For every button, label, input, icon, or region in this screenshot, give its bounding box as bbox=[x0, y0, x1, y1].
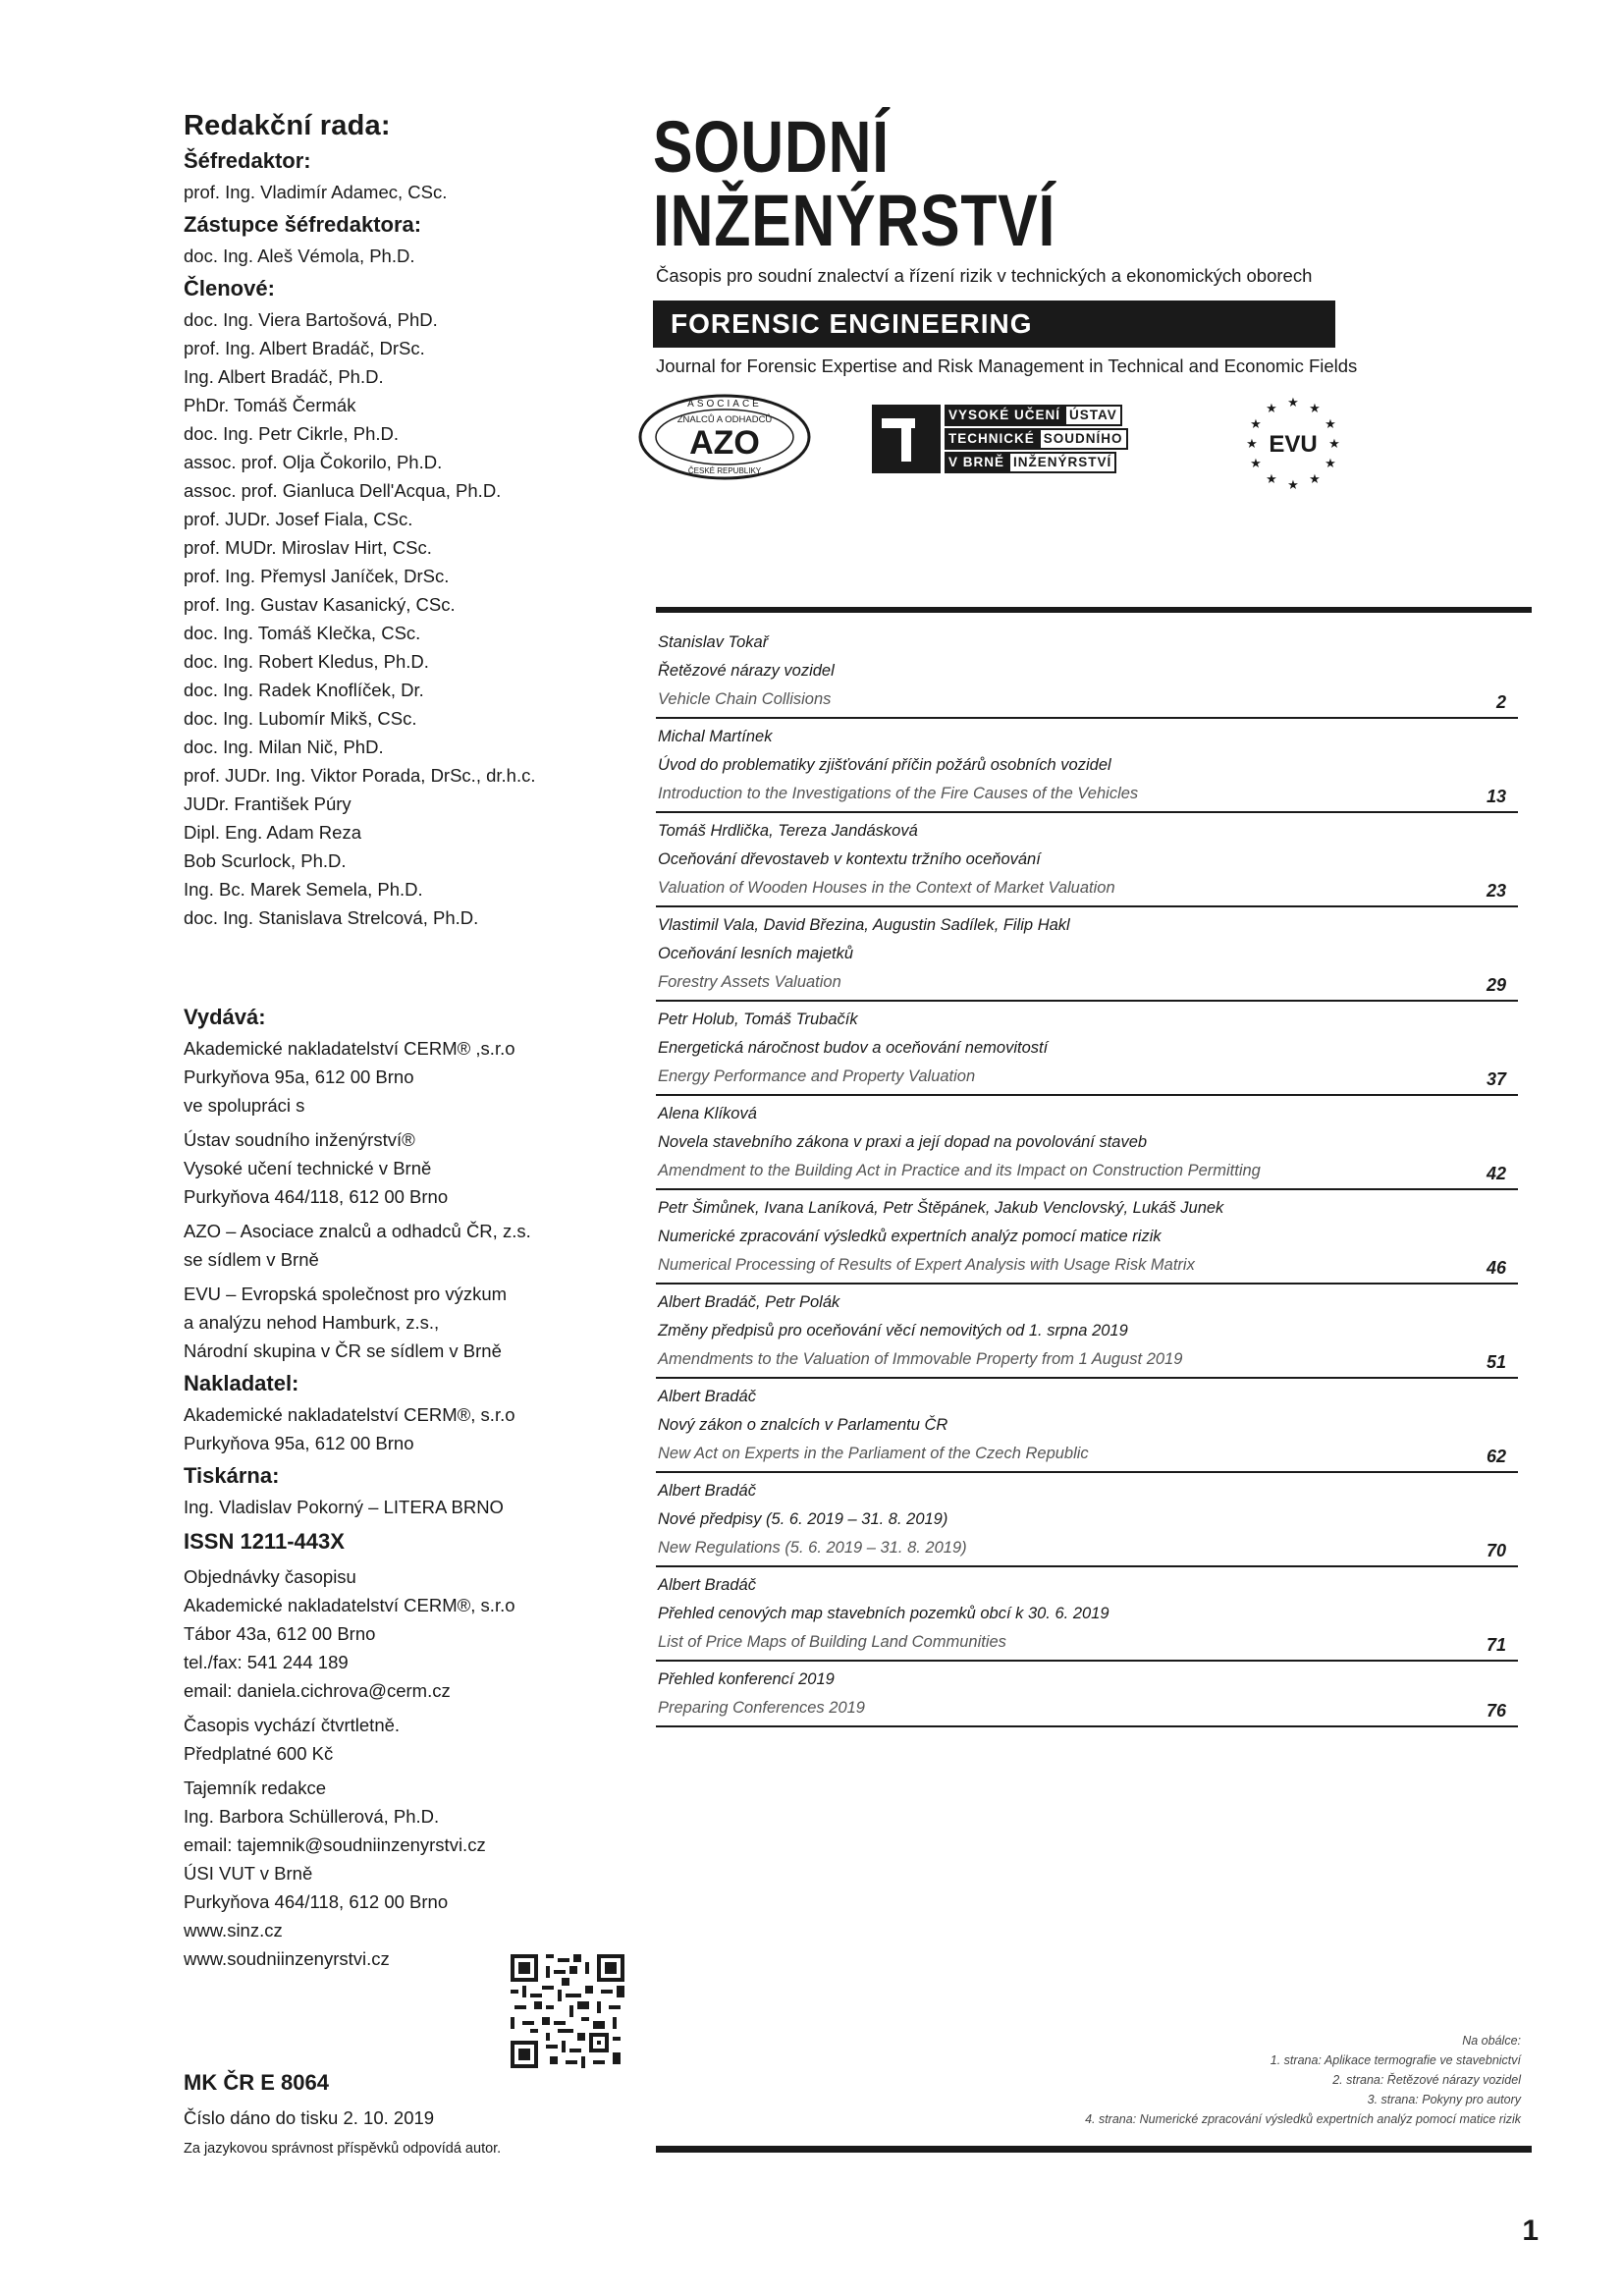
institute-block bbox=[184, 1125, 596, 1211]
azo-logo bbox=[636, 393, 813, 481]
journal-subtitle-en: Journal for Forensic Expertise and Risk Management in Technical and Economic Fields bbox=[656, 355, 1358, 376]
toc-page-number: 42 bbox=[1486, 1164, 1506, 1183]
publisher-line: ve spolupráci s bbox=[184, 1095, 305, 1116]
toc-author: Albert Bradáč, Petr Polák bbox=[658, 1293, 840, 1311]
frequency-line: Časopis vychází čtvrtletně. bbox=[184, 1715, 401, 1735]
evu-logo bbox=[1239, 393, 1347, 491]
toc-page-number: 76 bbox=[1486, 1701, 1506, 1721]
publisher-label: Vydává: bbox=[184, 1005, 266, 1029]
member-name: assoc. prof. Olja Čokorilo, Ph.D. bbox=[184, 452, 443, 472]
frequency-block bbox=[184, 1711, 596, 1768]
member-name: doc. Ing. Petr Cikrle, Ph.D. bbox=[184, 423, 400, 444]
orders-block bbox=[184, 1562, 596, 1705]
journal-subtitle-cz: Časopis pro soudní znalectví a řízení rizik v technických a ekonomických oborech bbox=[656, 265, 1313, 286]
toc-entry[interactable] bbox=[656, 813, 1518, 907]
secretary-line: ÚSI VUT v Brně bbox=[184, 1863, 313, 1884]
printer-name: Ing. Vladislav Pokorný – LITERA BRNO bbox=[184, 1497, 504, 1517]
toc-page-number: 70 bbox=[1486, 1541, 1506, 1560]
qr-code bbox=[511, 1954, 624, 2068]
toc-title-en: List of Price Maps of Building Land Communities bbox=[658, 1633, 1006, 1651]
nakladatel-line: Akademické nakladatelství CERM®, s.r.o bbox=[184, 1404, 515, 1425]
svg-text:★: ★ bbox=[1287, 396, 1299, 410]
page-number: 1 bbox=[1522, 2214, 1539, 2247]
toc-entry[interactable] bbox=[656, 1096, 1518, 1190]
issn: ISSN 1211-443X bbox=[184, 1529, 345, 1554]
toc-title-en: Energy Performance and Property Valuation bbox=[658, 1067, 976, 1085]
institute-line: Ústav soudního inženýrství® bbox=[184, 1129, 415, 1150]
vut-row bbox=[945, 452, 1141, 473]
print-date: Číslo dáno do tisku 2. 10. 2019 bbox=[184, 2107, 435, 2128]
toc-page-number: 62 bbox=[1486, 1447, 1506, 1466]
toc-entry[interactable] bbox=[656, 629, 1518, 719]
nakladatel-label: Nakladatel: bbox=[184, 1371, 299, 1395]
nakladatel-line: Purkyňova 95a, 612 00 Brno bbox=[184, 1433, 414, 1453]
toc-title-en: Amendment to the Building Act in Practice and its Impact on Construction Permitting bbox=[658, 1162, 1261, 1179]
toc-title-cz: Oceňování dřevostaveb v kontextu tržního oceňování bbox=[658, 850, 1041, 868]
toc-entry[interactable] bbox=[656, 1473, 1518, 1567]
cover-note-line: Na obálce: bbox=[1462, 2034, 1521, 2048]
svg-text:★: ★ bbox=[1328, 437, 1340, 452]
toc-entry[interactable] bbox=[656, 907, 1518, 1002]
toc-entry[interactable] bbox=[656, 1002, 1518, 1096]
toc-title-en: Forestry Assets Valuation bbox=[658, 973, 841, 991]
vut-row-black: TECHNICKÉ bbox=[945, 428, 1039, 450]
azo-line: se sídlem v Brně bbox=[184, 1249, 319, 1270]
editorial-board-column bbox=[184, 110, 596, 1973]
toc-title-cz: Přehled konferencí 2019 bbox=[658, 1670, 835, 1688]
toc-entry[interactable] bbox=[656, 1567, 1518, 1662]
member-name: PhDr. Tomáš Čermák bbox=[184, 395, 356, 415]
svg-text:★: ★ bbox=[1325, 417, 1336, 432]
toc-author: Petr Holub, Tomáš Trubačík bbox=[658, 1011, 858, 1028]
deputy-editor: doc. Ing. Aleš Vémola, Ph.D. bbox=[184, 246, 415, 266]
member-name: doc. Ing. Lubomír Mikš, CSc. bbox=[184, 708, 417, 729]
azo-main-text: AZO bbox=[689, 424, 760, 462]
member-name: doc. Ing. Robert Kledus, Ph.D. bbox=[184, 651, 429, 672]
azo-top-text: ASOCIACE bbox=[687, 399, 762, 410]
forensic-engineering-bar: FORENSIC ENGINEERING bbox=[653, 301, 1335, 348]
institute-line: Purkyňova 464/118, 612 00 Brno bbox=[184, 1186, 449, 1207]
toc-title-en: Introduction to the Investigations of the Fire Causes of the Vehicles bbox=[658, 785, 1139, 802]
azo-block bbox=[184, 1217, 596, 1274]
cover-note-line: 4. strana: Numerické zpracování výsledků expertních analýz pomocí matice rizik bbox=[1085, 2112, 1521, 2126]
orders-email: email: daniela.cichrova@cerm.cz bbox=[184, 1680, 451, 1701]
toc-author: Stanislav Tokař bbox=[658, 633, 769, 651]
chief-editor: prof. Ing. Vladimír Adamec, CSc. bbox=[184, 182, 448, 202]
toc-author: Michal Martínek bbox=[658, 728, 773, 745]
toc-title-cz: Řetězové nárazy vozidel bbox=[658, 662, 835, 680]
deputy-editor-label: Zástupce šéfredaktora: bbox=[184, 212, 422, 237]
toc-title-cz: Změny předpisů pro oceňování věcí nemovitých od 1. srpna 2019 bbox=[658, 1322, 1128, 1339]
toc-author: Albert Bradáč bbox=[658, 1388, 756, 1405]
secretary-line: Ing. Barbora Schüllerová, Ph.D. bbox=[184, 1806, 440, 1827]
members-list bbox=[184, 305, 596, 932]
secretary-line: Purkyňova 464/118, 612 00 Brno bbox=[184, 1891, 449, 1912]
toc-title-cz: Nové předpisy (5. 6. 2019 – 31. 8. 2019) bbox=[658, 1510, 948, 1528]
toc-title-en: New Act on Experts in the Parliament of the Czech Republic bbox=[658, 1445, 1089, 1462]
publisher-block bbox=[184, 1034, 596, 1120]
vut-row-white: ÚSTAV bbox=[1064, 405, 1122, 426]
toc-page-number: 2 bbox=[1495, 692, 1506, 712]
svg-text:★: ★ bbox=[1309, 402, 1321, 416]
member-name: doc. Ing. Viera Bartošová, PhD. bbox=[184, 309, 438, 330]
toc-author: Tomáš Hrdlička, Tereza Jandásková bbox=[658, 822, 918, 840]
member-name: prof. JUDr. Ing. Viktor Porada, DrSc., dr.h.c. bbox=[184, 765, 536, 786]
publisher-line: Purkyňova 95a, 612 00 Brno bbox=[184, 1066, 414, 1087]
toc-title-cz: Úvod do problematiky zjišťování příčin požárů osobních vozidel bbox=[658, 756, 1111, 774]
toc-author: Albert Bradáč bbox=[658, 1482, 756, 1500]
toc-title-en: New Regulations (5. 6. 2019 – 31. 8. 2019) bbox=[658, 1539, 967, 1557]
member-name: Ing. Bc. Marek Semela, Ph.D. bbox=[184, 879, 423, 900]
toc-entry[interactable] bbox=[656, 1190, 1518, 1285]
vut-row-black: V BRNĚ bbox=[945, 452, 1008, 473]
language-note: Za jazykovou správnost příspěvků odpovídá autor. bbox=[184, 2141, 502, 2157]
vut-row-white: INŽENÝRSTVÍ bbox=[1008, 452, 1116, 473]
website-link: www.sinz.cz bbox=[184, 1920, 283, 1941]
chief-editor-label: Šéfredaktor: bbox=[184, 148, 311, 173]
member-name: doc. Ing. Tomáš Klečka, CSc. bbox=[184, 623, 421, 643]
institute-line: Vysoké učení technické v Brně bbox=[184, 1158, 432, 1178]
member-name: doc. Ing. Milan Nič, PhD. bbox=[184, 737, 384, 757]
secretary-line: Tajemník redakce bbox=[184, 1777, 326, 1798]
editorial-board-heading: Redakční rada: bbox=[184, 110, 391, 141]
member-name: Ing. Albert Bradáč, Ph.D. bbox=[184, 366, 384, 387]
svg-text:★: ★ bbox=[1325, 457, 1336, 471]
vut-text bbox=[945, 405, 1141, 475]
journal-title-line1: SOUDNÍ bbox=[653, 106, 890, 188]
toc-title-cz: Přehled cenových map stavebních pozemků obcí k 30. 6. 2019 bbox=[658, 1605, 1109, 1622]
svg-text:★: ★ bbox=[1287, 478, 1299, 491]
toc-page-number: 23 bbox=[1486, 881, 1506, 901]
registration-number: MK ČR E 8064 bbox=[184, 2070, 329, 2095]
orders-line: Akademické nakladatelství CERM®, s.r.o bbox=[184, 1595, 515, 1615]
table-of-contents bbox=[656, 629, 1518, 1727]
svg-text:★: ★ bbox=[1250, 417, 1262, 432]
toc-title-cz: Energetická náročnost budov a oceňování nemovitostí bbox=[658, 1039, 1049, 1057]
toc-page-number: 37 bbox=[1486, 1069, 1506, 1089]
evu-block bbox=[184, 1280, 596, 1365]
member-name: prof. Ing. Gustav Kasanický, CSc. bbox=[184, 594, 456, 615]
svg-text:★: ★ bbox=[1246, 437, 1258, 452]
vut-row-white: SOUDNÍHO bbox=[1039, 428, 1128, 450]
member-name: JUDr. František Púry bbox=[184, 793, 352, 814]
toc-title-en: Valuation of Wooden Houses in the Context of Market Valuation bbox=[658, 879, 1115, 897]
toc-page-number: 29 bbox=[1486, 975, 1506, 995]
svg-text:★: ★ bbox=[1309, 472, 1321, 487]
evu-line: a analýzu nehod Hamburk, z.s., bbox=[184, 1312, 440, 1333]
publisher-line: Akademické nakladatelství CERM® ,s.r.o bbox=[184, 1038, 515, 1059]
evu-line: Národní skupina v ČR se sídlem v Brně bbox=[184, 1340, 502, 1361]
orders-line: Tábor 43a, 612 00 Brno bbox=[184, 1623, 376, 1644]
azo-mid-text: ZNALCŮ A ODHADCŮ bbox=[676, 414, 773, 425]
toc-author: Vlastimil Vala, David Březina, Augustin Sadílek, Filip Hakl bbox=[658, 916, 1070, 934]
toc-page-number: 71 bbox=[1486, 1635, 1506, 1655]
member-name: prof. Ing. Přemysl Janíček, DrSc. bbox=[184, 566, 450, 586]
toc-entry[interactable] bbox=[656, 1285, 1518, 1379]
toc-title-cz: Oceňování lesních majetků bbox=[658, 945, 854, 962]
toc-entry[interactable] bbox=[656, 719, 1518, 813]
cover-notes bbox=[1030, 2031, 1521, 2129]
member-name: prof. Ing. Albert Bradáč, DrSc. bbox=[184, 338, 425, 358]
toc-author: Petr Šimůnek, Ivana Laníková, Petr Štěpánek, Jakub Venclovský, Lukáš Junek bbox=[658, 1199, 1224, 1217]
member-name: Dipl. Eng. Adam Reza bbox=[184, 822, 361, 843]
secretary-email: email: tajemnik@soudniinzenyrstvi.cz bbox=[184, 1834, 486, 1855]
cover-note-line: 1. strana: Aplikace termografie ve stavebnictví bbox=[1270, 2053, 1521, 2067]
member-name: doc. Ing. Stanislava Strelcová, Ph.D. bbox=[184, 907, 479, 928]
member-name: assoc. prof. Gianluca Dell'Acqua, Ph.D. bbox=[184, 480, 502, 501]
evu-line: EVU – Evropská společnost pro výzkum bbox=[184, 1284, 508, 1304]
toc-title-cz: Novela stavebního zákona v praxi a její dopad na povolování staveb bbox=[658, 1133, 1148, 1151]
vut-t-icon bbox=[872, 405, 941, 473]
member-name: Bob Scurlock, Ph.D. bbox=[184, 850, 347, 871]
bottom-rule bbox=[656, 2146, 1532, 2153]
toc-title-en: Amendments to the Valuation of Immovable Property from 1 August 2019 bbox=[658, 1350, 1183, 1368]
website-link: www.soudniinzenyrstvi.cz bbox=[184, 1948, 390, 1969]
toc-title-cz: Nový zákon o znalcích v Parlamentu ČR bbox=[658, 1416, 948, 1434]
azo-bottom-text: ČESKÉ REPUBLIKY bbox=[687, 466, 762, 475]
svg-text:★: ★ bbox=[1266, 472, 1277, 487]
svg-text:★: ★ bbox=[1266, 402, 1277, 416]
toc-entry[interactable] bbox=[656, 1662, 1518, 1727]
vut-row-black: VYSOKÉ UČENÍ bbox=[945, 405, 1064, 426]
printer-label: Tiskárna: bbox=[184, 1463, 280, 1488]
orders-line: Objednávky časopisu bbox=[184, 1566, 356, 1587]
member-name: prof. JUDr. Josef Fiala, CSc. bbox=[184, 509, 413, 529]
toc-author: Alena Klíková bbox=[658, 1105, 757, 1122]
toc-title-en: Numerical Processing of Results of Expert Analysis with Usage Risk Matrix bbox=[658, 1256, 1195, 1274]
evu-text: EVU bbox=[1269, 431, 1318, 458]
toc-title-en: Preparing Conferences 2019 bbox=[658, 1699, 865, 1717]
toc-page-number: 13 bbox=[1486, 787, 1506, 806]
cover-note-line: 2. strana: Řetězové nárazy vozidel bbox=[1332, 2073, 1521, 2087]
toc-page-number: 46 bbox=[1486, 1258, 1506, 1278]
orders-line: tel./fax: 541 244 189 bbox=[184, 1652, 349, 1672]
cover-note-line: 3. strana: Pokyny pro autory bbox=[1367, 2093, 1521, 2106]
vut-row bbox=[945, 428, 1141, 450]
toc-author: Albert Bradáč bbox=[658, 1576, 756, 1594]
vut-row bbox=[945, 405, 1141, 426]
member-name: doc. Ing. Radek Knoflíček, Dr. bbox=[184, 680, 424, 700]
journal-title-line2: INŽENÝRSTVÍ bbox=[653, 180, 1056, 261]
toc-title-en: Vehicle Chain Collisions bbox=[658, 690, 832, 708]
toc-page-number: 51 bbox=[1486, 1352, 1506, 1372]
svg-text:★: ★ bbox=[1250, 457, 1262, 471]
members-label: Členové: bbox=[184, 276, 275, 301]
toc-entry[interactable] bbox=[656, 1379, 1518, 1473]
azo-line: AZO – Asociace znalců a odhadců ČR, z.s. bbox=[184, 1221, 531, 1241]
contents-top-rule bbox=[656, 607, 1532, 613]
toc-title-cz: Numerické zpracování výsledků expertních analýz pomocí matice rizik bbox=[658, 1228, 1162, 1245]
subscription-price: Předplatné 600 Kč bbox=[184, 1743, 334, 1764]
secretary-block bbox=[184, 1774, 596, 1973]
member-name: prof. MUDr. Miroslav Hirt, CSc. bbox=[184, 537, 432, 558]
